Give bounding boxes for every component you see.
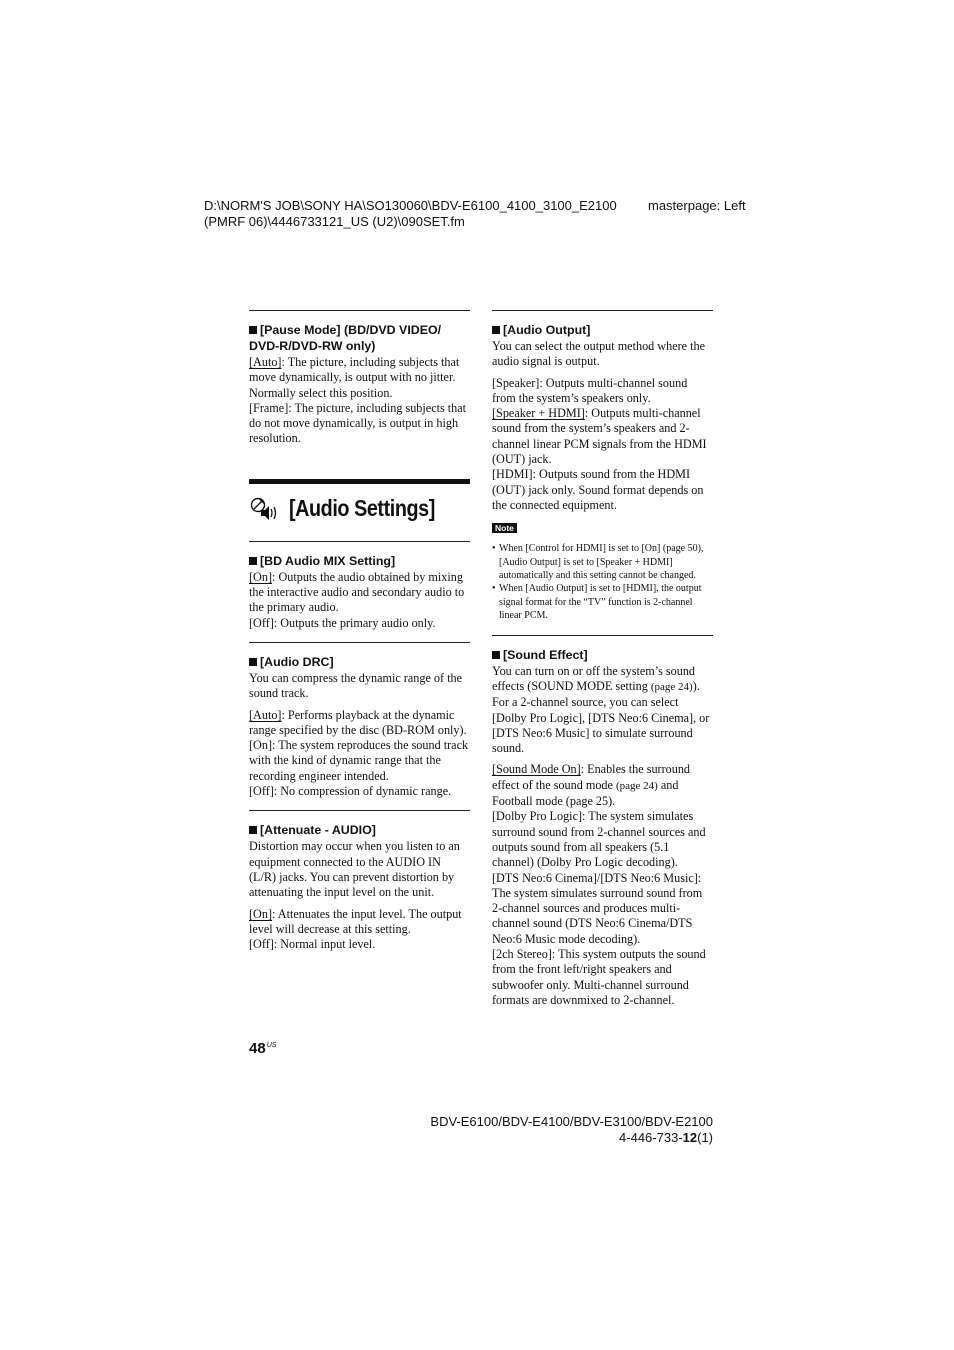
footer-code-suffix: (1)	[697, 1130, 713, 1145]
footer-models: BDV-E6100/BDV-E4100/BDV-E3100/BDV-E2100	[430, 1114, 713, 1129]
sound-effect-intro-a: You can turn on or off the system’s sound effects (SOUND MODE setting	[492, 663, 696, 693]
bd-audio-mix-on	[249, 570, 470, 616]
footer-code-prefix: 4-446-733-	[619, 1130, 683, 1145]
audio-output-section	[492, 310, 713, 623]
audio-drc-heading	[249, 654, 470, 670]
default-option-label: [Auto]	[249, 707, 282, 722]
audio-output-heading-text: [Audio Output]	[503, 323, 591, 337]
dolby-pro-logic: [Dolby Pro Logic]: The system simulates surround sound from 2-channel sources and outputs sound from all speakers (5.1 channel) (Dolby Pro Logic decoding).	[492, 809, 706, 870]
attenuate-heading	[249, 822, 470, 838]
audio-output-speaker-hdmi	[492, 406, 713, 467]
audio-drc-on: [On]: The system reproduces the sound track with the kind of dynamic range that the recording engineer intended.	[249, 738, 469, 783]
note-item: • When [Control for HDMI] is set to [On] (page 50), [Audio Output] is set to [Speaker + HDMI] automatically and this setting cannot be changed.	[492, 542, 713, 582]
pause-mode-heading	[249, 322, 470, 354]
sound-mode-on	[492, 762, 713, 809]
audio-output-hdmi: [HDMI]: Outputs sound from the HDMI (OUT) jack only. Sound format depends on the connected equipment.	[492, 467, 704, 512]
file-path-header	[204, 198, 617, 230]
sound-effect-heading-text: [Sound Effect]	[503, 647, 588, 662]
footer	[400, 1114, 713, 1146]
masterpage-label: masterpage: Left	[648, 198, 746, 213]
two-ch-stereo: [2ch Stereo]: This system outputs the sound from the front left/right speakers and subwoofer only. Multi-channel surround formats are downmixed to 2-channel.	[492, 947, 706, 1007]
pause-mode-heading-line2: DVD-R/DVD-RW only)	[249, 339, 376, 353]
bd-audio-mix-on-text: : Outputs the audio obtained by mixing the interactive audio and secondary audio to the primary audio.	[249, 569, 465, 615]
page-reference: (page 24)	[650, 681, 693, 693]
audio-settings-icon	[249, 496, 279, 522]
right-column	[492, 310, 713, 1008]
sound-effect-intro	[492, 664, 713, 757]
default-option-label: [Auto]	[249, 355, 282, 369]
footer-code-bold: 12	[682, 1130, 698, 1145]
note-list	[492, 542, 713, 622]
black-square-bullet-icon	[492, 651, 500, 659]
black-square-bullet-icon	[249, 326, 257, 334]
bd-audio-mix-heading-text: [BD Audio MIX Setting]	[260, 553, 396, 568]
pause-mode-auto-text: : The picture, including subjects that move dynamically, is output with no jitter. Normally select this position.	[249, 355, 460, 400]
attenuate-section	[249, 810, 470, 952]
bd-audio-mix-section	[249, 541, 470, 631]
default-option-label: [Speaker + HDMI]	[492, 406, 585, 421]
audio-drc-off: [Off]: No compression of dynamic range.	[249, 784, 452, 799]
attenuate-heading-text: [Attenuate - AUDIO]	[260, 823, 376, 838]
dts-neo6: [DTS Neo:6 Cinema]/[DTS Neo:6 Music]: The system simulates surround sound from 2-channel sources and produces multi-channel sound (DTS Neo:6 Cinema/DTS Neo:6 Music mode decoding).	[492, 870, 703, 946]
attenuate-intro: Distortion may occur when you listen to an equipment connected to the AUDIO IN (L/R) jacks. You can prevent distortion by attenuating the input level on the unit.	[249, 839, 460, 900]
audio-settings-title-bar	[249, 479, 470, 528]
default-option-label: [On]	[249, 569, 273, 584]
page-number-suffix: US	[266, 1042, 277, 1049]
audio-output-heading	[492, 322, 713, 338]
audio-settings-title: [Audio Settings]	[289, 495, 435, 522]
audio-drc-heading-text: [Audio DRC]	[260, 654, 334, 669]
attenuate-on-text: : Attenuates the input level. The output level will decrease at this setting.	[249, 906, 462, 936]
default-option-label: [Sound Mode On]	[492, 762, 581, 777]
pause-mode-section	[249, 310, 470, 447]
sound-effect-heading	[492, 647, 713, 663]
default-option-label: [On]	[249, 906, 273, 921]
pause-mode-auto	[249, 355, 470, 401]
audio-output-speaker: [Speaker]: Outputs multi-channel sound from the system’s speakers only.	[492, 375, 688, 405]
attenuate-off: [Off]: Normal input level.	[249, 937, 376, 952]
audio-drc-auto-text: : Performs playback at the dynamic range specified by the disc (BD-ROM only).	[249, 707, 467, 737]
audio-output-intro: You can select the output method where the audio signal is output.	[492, 339, 706, 369]
left-column	[249, 310, 470, 952]
pause-mode-heading-line1: [Pause Mode] (BD/DVD VIDEO/	[260, 323, 442, 337]
audio-output-speaker-hdmi-text: : Outputs multi-channel sound from the system’s speakers and 2-channel linear PCM signals from the HDMI (OUT) jack.	[492, 406, 707, 467]
audio-drc-auto	[249, 708, 470, 739]
audio-drc-intro: You can compress the dynamic range of the sound track.	[249, 670, 463, 701]
page-number-value: 48	[249, 1040, 266, 1057]
sound-effect-intro-b: ). For a 2-channel source, you can select [Dolby Pro Logic], [DTS Neo:6 Cinema], or [DTS Neo:6 Music] to simulate surround sound.	[492, 679, 710, 756]
pause-mode-frame: [Frame]: The picture, including subjects that do not move dynamically, is output in high resolution.	[249, 400, 467, 446]
sound-mode-on-text-a: : Enables the surround effect of the sound mode	[492, 762, 691, 792]
page-number	[249, 1040, 276, 1057]
black-square-bullet-icon	[492, 326, 500, 334]
file-path-line2: (PMRF 06)\4446733121_US (U2)\090SET.fm	[204, 214, 465, 229]
note-badge: Note	[492, 523, 517, 533]
audio-drc-section	[249, 642, 470, 799]
black-square-bullet-icon	[249, 658, 257, 666]
bd-audio-mix-heading	[249, 553, 470, 569]
black-square-bullet-icon	[249, 826, 257, 834]
note-item: • When [Audio Output] is set to [HDMI], the output signal format for the “TV” function is 2-channel linear PCM.	[492, 582, 713, 622]
page-reference: (page 24)	[615, 779, 658, 792]
sound-effect-section	[492, 635, 713, 1009]
black-square-bullet-icon	[249, 557, 257, 565]
attenuate-on	[249, 907, 470, 938]
footer-code	[400, 1130, 713, 1146]
sound-mode-on-text-b: and Football mode (page 25).	[492, 777, 679, 809]
file-path-line1: D:\NORM'S JOB\SONY HA\SO130060\BDV-E6100_4100_3100_E2100	[204, 198, 617, 213]
bd-audio-mix-off: [Off]: Outputs the primary audio only.	[249, 615, 436, 630]
